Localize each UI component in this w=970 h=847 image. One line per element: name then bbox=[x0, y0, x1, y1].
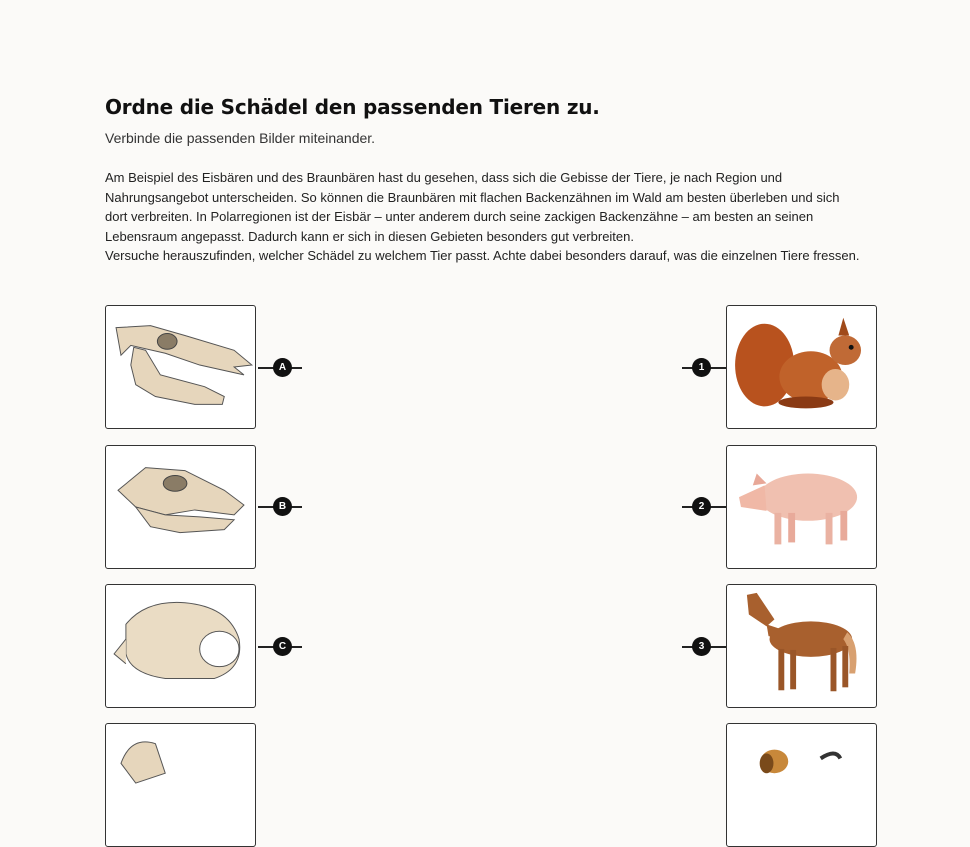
exercise-instructions bbox=[105, 168, 865, 266]
animal-card-1[interactable] bbox=[726, 305, 877, 429]
connector-3[interactable] bbox=[682, 637, 726, 657]
pig-skull-image bbox=[106, 446, 255, 568]
horse-image bbox=[727, 585, 876, 707]
skull-card-b[interactable] bbox=[105, 445, 256, 569]
instructions-paragraph-1: Am Beispiel des Eisbären und des Braunbären hast du gesehen, dass sich die Gebisse der Tiere, je nach Region und Nahrungsangebot unterscheiden. So können die Braunbären mit flachen Backenzähnen im Wald am besten überleben und sich dort verbreiten. In Polarregionen ist der Eisbär – unter anderem durch seine zackigen Backenzähne – am besten an seinen Lebensraum angepasst. Dadurch kann er sich in diesen Gebieten besonders gut verbreiten. bbox=[105, 170, 840, 244]
instructions-paragraph-2: Versuche herauszufinden, welcher Schädel zu welchem Tier passt. Achte dabei besonders darauf, was die einzelnen Tiere fressen. bbox=[105, 248, 860, 263]
connector-dot-3[interactable]: 3 bbox=[692, 637, 711, 656]
connector-dot-c[interactable]: C bbox=[273, 637, 292, 656]
horse-skull-image bbox=[106, 306, 255, 428]
dog-skull-image bbox=[106, 724, 255, 846]
exercise-title: Ordne die Schädel den passenden Tieren zu. bbox=[105, 95, 600, 119]
squirrel-skull-image bbox=[106, 585, 255, 707]
squirrel-image bbox=[727, 306, 876, 428]
skull-card-c[interactable] bbox=[105, 584, 256, 708]
connector-a[interactable] bbox=[258, 358, 302, 378]
skull-card-a[interactable] bbox=[105, 305, 256, 429]
connector-dot-2[interactable]: 2 bbox=[692, 497, 711, 516]
connector-dot-a[interactable]: A bbox=[273, 358, 292, 377]
connector-b[interactable] bbox=[258, 497, 302, 517]
skull-card-d[interactable] bbox=[105, 723, 256, 847]
connector-dot-b[interactable]: B bbox=[273, 497, 292, 516]
animal-card-2[interactable] bbox=[726, 445, 877, 569]
connector-c[interactable] bbox=[258, 637, 302, 657]
animal-card-3[interactable] bbox=[726, 584, 877, 708]
animal-card-4[interactable] bbox=[726, 723, 877, 847]
connector-1[interactable] bbox=[682, 358, 726, 378]
connector-dot-1[interactable]: 1 bbox=[692, 358, 711, 377]
dog-image bbox=[727, 724, 876, 846]
exercise-subtitle: Verbinde die passenden Bilder miteinander. bbox=[105, 130, 376, 146]
connector-2[interactable] bbox=[682, 497, 726, 517]
pig-image bbox=[727, 446, 876, 568]
